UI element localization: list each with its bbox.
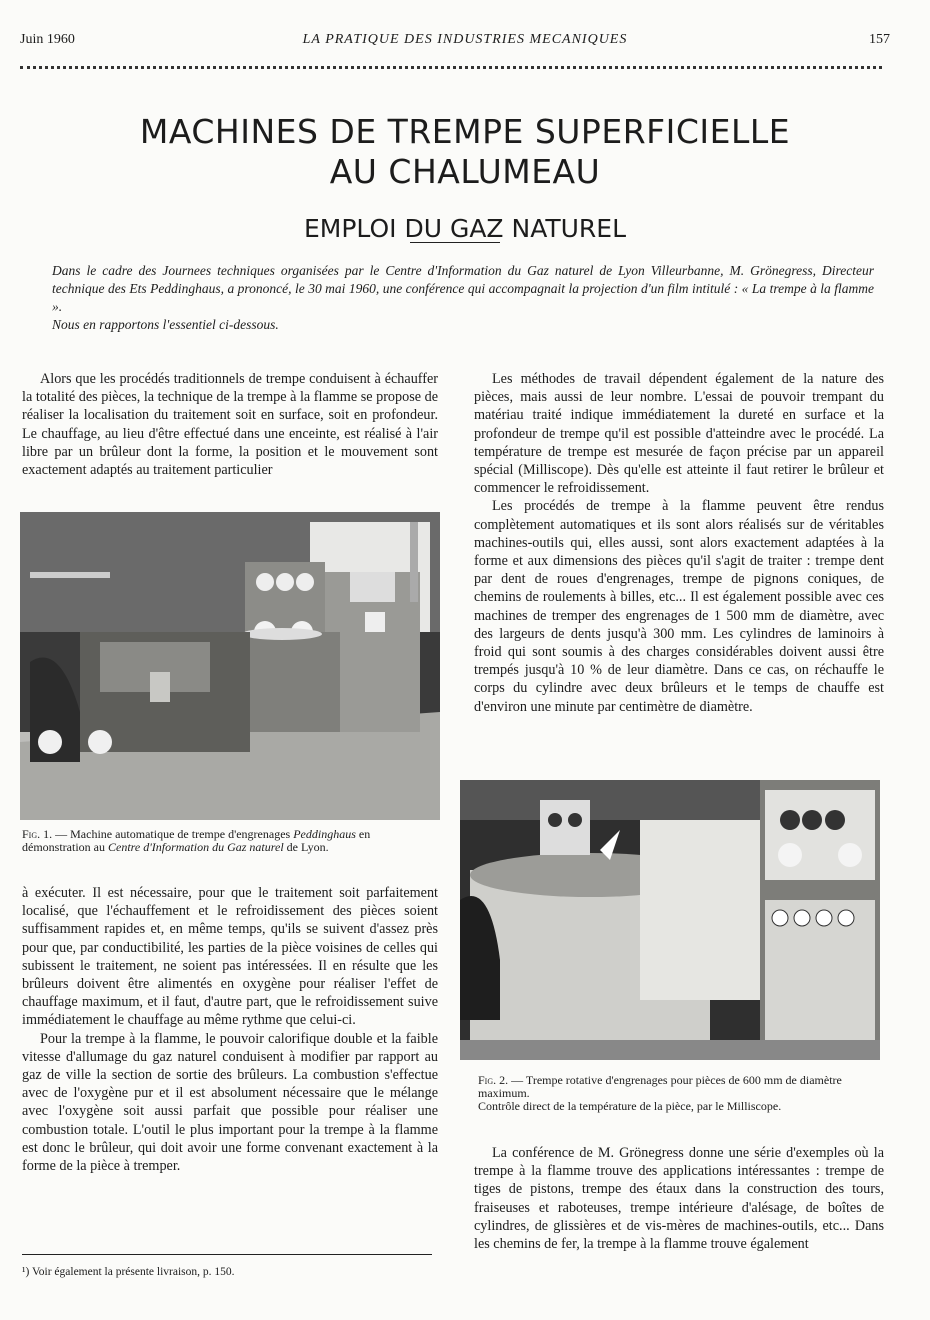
article-title-block (0, 112, 930, 244)
page-number: 157 (869, 32, 890, 47)
body-paragraph: à exécuter. Il est nécessaire, pour que le traitement soit parfaitement localisé, que l'échauffement et le refroidissement des pièces soient suffisamment rapides et, en même temps, qu'ils se suivent d'assez près pour que, par conductibilité, les parties de la pièce voisines de celles qui subissent le traitement, ne soient pas intéressées. Il en résulte que les brûleurs doivent être alimentés en oxygène pour réaliser l'effet de chauffage maximum, et il faut, d'autre part, que le refroidissement suive immédiatement le chauffage au même rythme que celui-ci. (22, 885, 438, 1029)
caption-text: Centre d'Information du Gaz naturel (107, 840, 284, 854)
journal-title: LA PRATIQUE DES INDUSTRIES MECANIQUES (302, 32, 628, 47)
figure-2-caption (478, 1074, 882, 1113)
rotary-hardening-photo (460, 780, 880, 1060)
figure-1-label: Fig. 1. (22, 827, 53, 841)
figure-1-photo (20, 512, 440, 820)
article-title-line1: MACHINES DE TREMPE SUPERFICIELLE (139, 112, 791, 151)
header-dotted-rule (20, 66, 882, 69)
article-intro (52, 262, 874, 334)
caption-text: en démonstration au (22, 827, 371, 854)
issue-date: Juin 1960 (20, 32, 75, 47)
title-rule (410, 242, 500, 243)
right-column-bottom (474, 1144, 884, 1253)
left-column-bottom (22, 884, 438, 1175)
body-paragraph: Les procédés de trempe à la flamme peuvent être rendus complètement automatiques et ils sont alors réalisés sur de véritables machines-outils qui, elles aussi, sont alors exactement adaptées à la forme et aux dimensions des pièces qu'il s'agit de traiter : trempe dent par dent de roues d'engrenages, trempe de pignons coniques, de chemins de roulements à billes, etc... Il est également possible avec ces machines de tremper des engrenages de 1 500 mm de diamètre, avec des largeurs de dents jusqu'à 300 mm. Les cylindres de laminoirs à froid qui sont soumis à des charges considérables doivent aussi être trempés jusqu'à 10 % de leur diamètre. Dans ce cas, on réchauffe le corps du cylindre avec deux brûleurs et le temps de chauffe est d'environ une minute par centimètre de diamètre. (474, 498, 884, 715)
left-column-top (22, 370, 438, 479)
caption-text: — Machine automatique de trempe d'engrenages (52, 827, 294, 841)
intro-paragraph: Nous en rapportons l'essentiel ci-dessous. (52, 317, 279, 332)
footnote: ¹) Voir également la présente livraison, p. 150. (22, 1266, 235, 1278)
body-paragraph: Alors que les procédés traditionnels de trempe conduisent à échauffer la totalité des pièces, la technique de la trempe à la flamme se propose de réaliser la localisation du traitement soit en surface, soit en profondeur. Le chauffage, au lieu d'être effectué dans une enceinte, est réalisé à l'air libre par un brûleur dont la forme, la position et le mouvement sont exactement adaptés au traitement particulier (22, 371, 438, 479)
figure-1-caption (22, 828, 438, 854)
caption-text: — Trempe rotative d'engrenages pour pièces de 600 mm de diamètre maximum. (478, 1073, 842, 1100)
figure-2-label: Fig. 2. (478, 1073, 509, 1087)
body-paragraph: La conférence de M. Grönegress donne une série d'exemples où la trempe à la flamme trouve des applications intéressantes : trempe de tiges de pistons, trempe des étaux dans la construction des tours, fraiseuses et raboteuses, trempe intérieure d'alésage, de boîtes de cylindres, de glissières et de vis-mères de machines-outils, etc... Dans les chemins de fer, la trempe à la flamme trouve également (474, 1145, 884, 1253)
intro-paragraph: Dans le cadre des Journees techniques organisées par le Centre d'Information du Gaz naturel de Lyon Villeurbanne, M. Grönegress, Directeur technique des Ets Peddinghaus, a prononcé, le 30 mai 1960, une conférence qui accompagnait la projection d'un film intitulé : « La trempe à la flamme ». (52, 263, 874, 314)
caption-text: Peddinghaus (293, 827, 356, 841)
caption-text: Contrôle direct de la température de la pièce, par le Milliscope. (478, 1099, 782, 1113)
hardening-machine-photo (20, 512, 440, 820)
body-paragraph: Pour la trempe à la flamme, le pouvoir calorifique double et la faible vitesse d'allumage du gaz naturel conduisent à modifier par rapport au gaz de ville la section de sortie des brûleurs. La combustion s'effectue avec de l'oxygène pur et il est absolument nécessaire que le mélange avec l'oxygène soit aussi parfait que possible pour réaliser une combustion totale. L'outil le plus important pour la trempe à la flamme est donc le brûleur, qui doit avoir une forme convenant exactement à la forme de la pièce à tremper. (22, 1030, 438, 1175)
right-column-top (474, 370, 884, 716)
figure-2-photo (460, 780, 880, 1060)
article-title-line2: AU CHALUMEAU (329, 152, 601, 191)
body-paragraph: Les méthodes de travail dépendent également de la nature des pièces, mais aussi de leur nombre. L'essai de pouvoir trempant du matériau traité indique immédiatement la dureté en surface et la profondeur de trempe qu'il est possible d'atteindre avec le procédé. La température de trempe est mesurée de façon précise par un appareil spécial (Milliscope). Dès qu'elle est atteinte il faut retirer le brûleur et commencer le refroidissement. (474, 371, 884, 497)
article-subtitle: EMPLOI DU GAZ NATUREL (303, 214, 627, 243)
footnote-rule (22, 1254, 432, 1255)
caption-text: de Lyon. (283, 840, 329, 854)
